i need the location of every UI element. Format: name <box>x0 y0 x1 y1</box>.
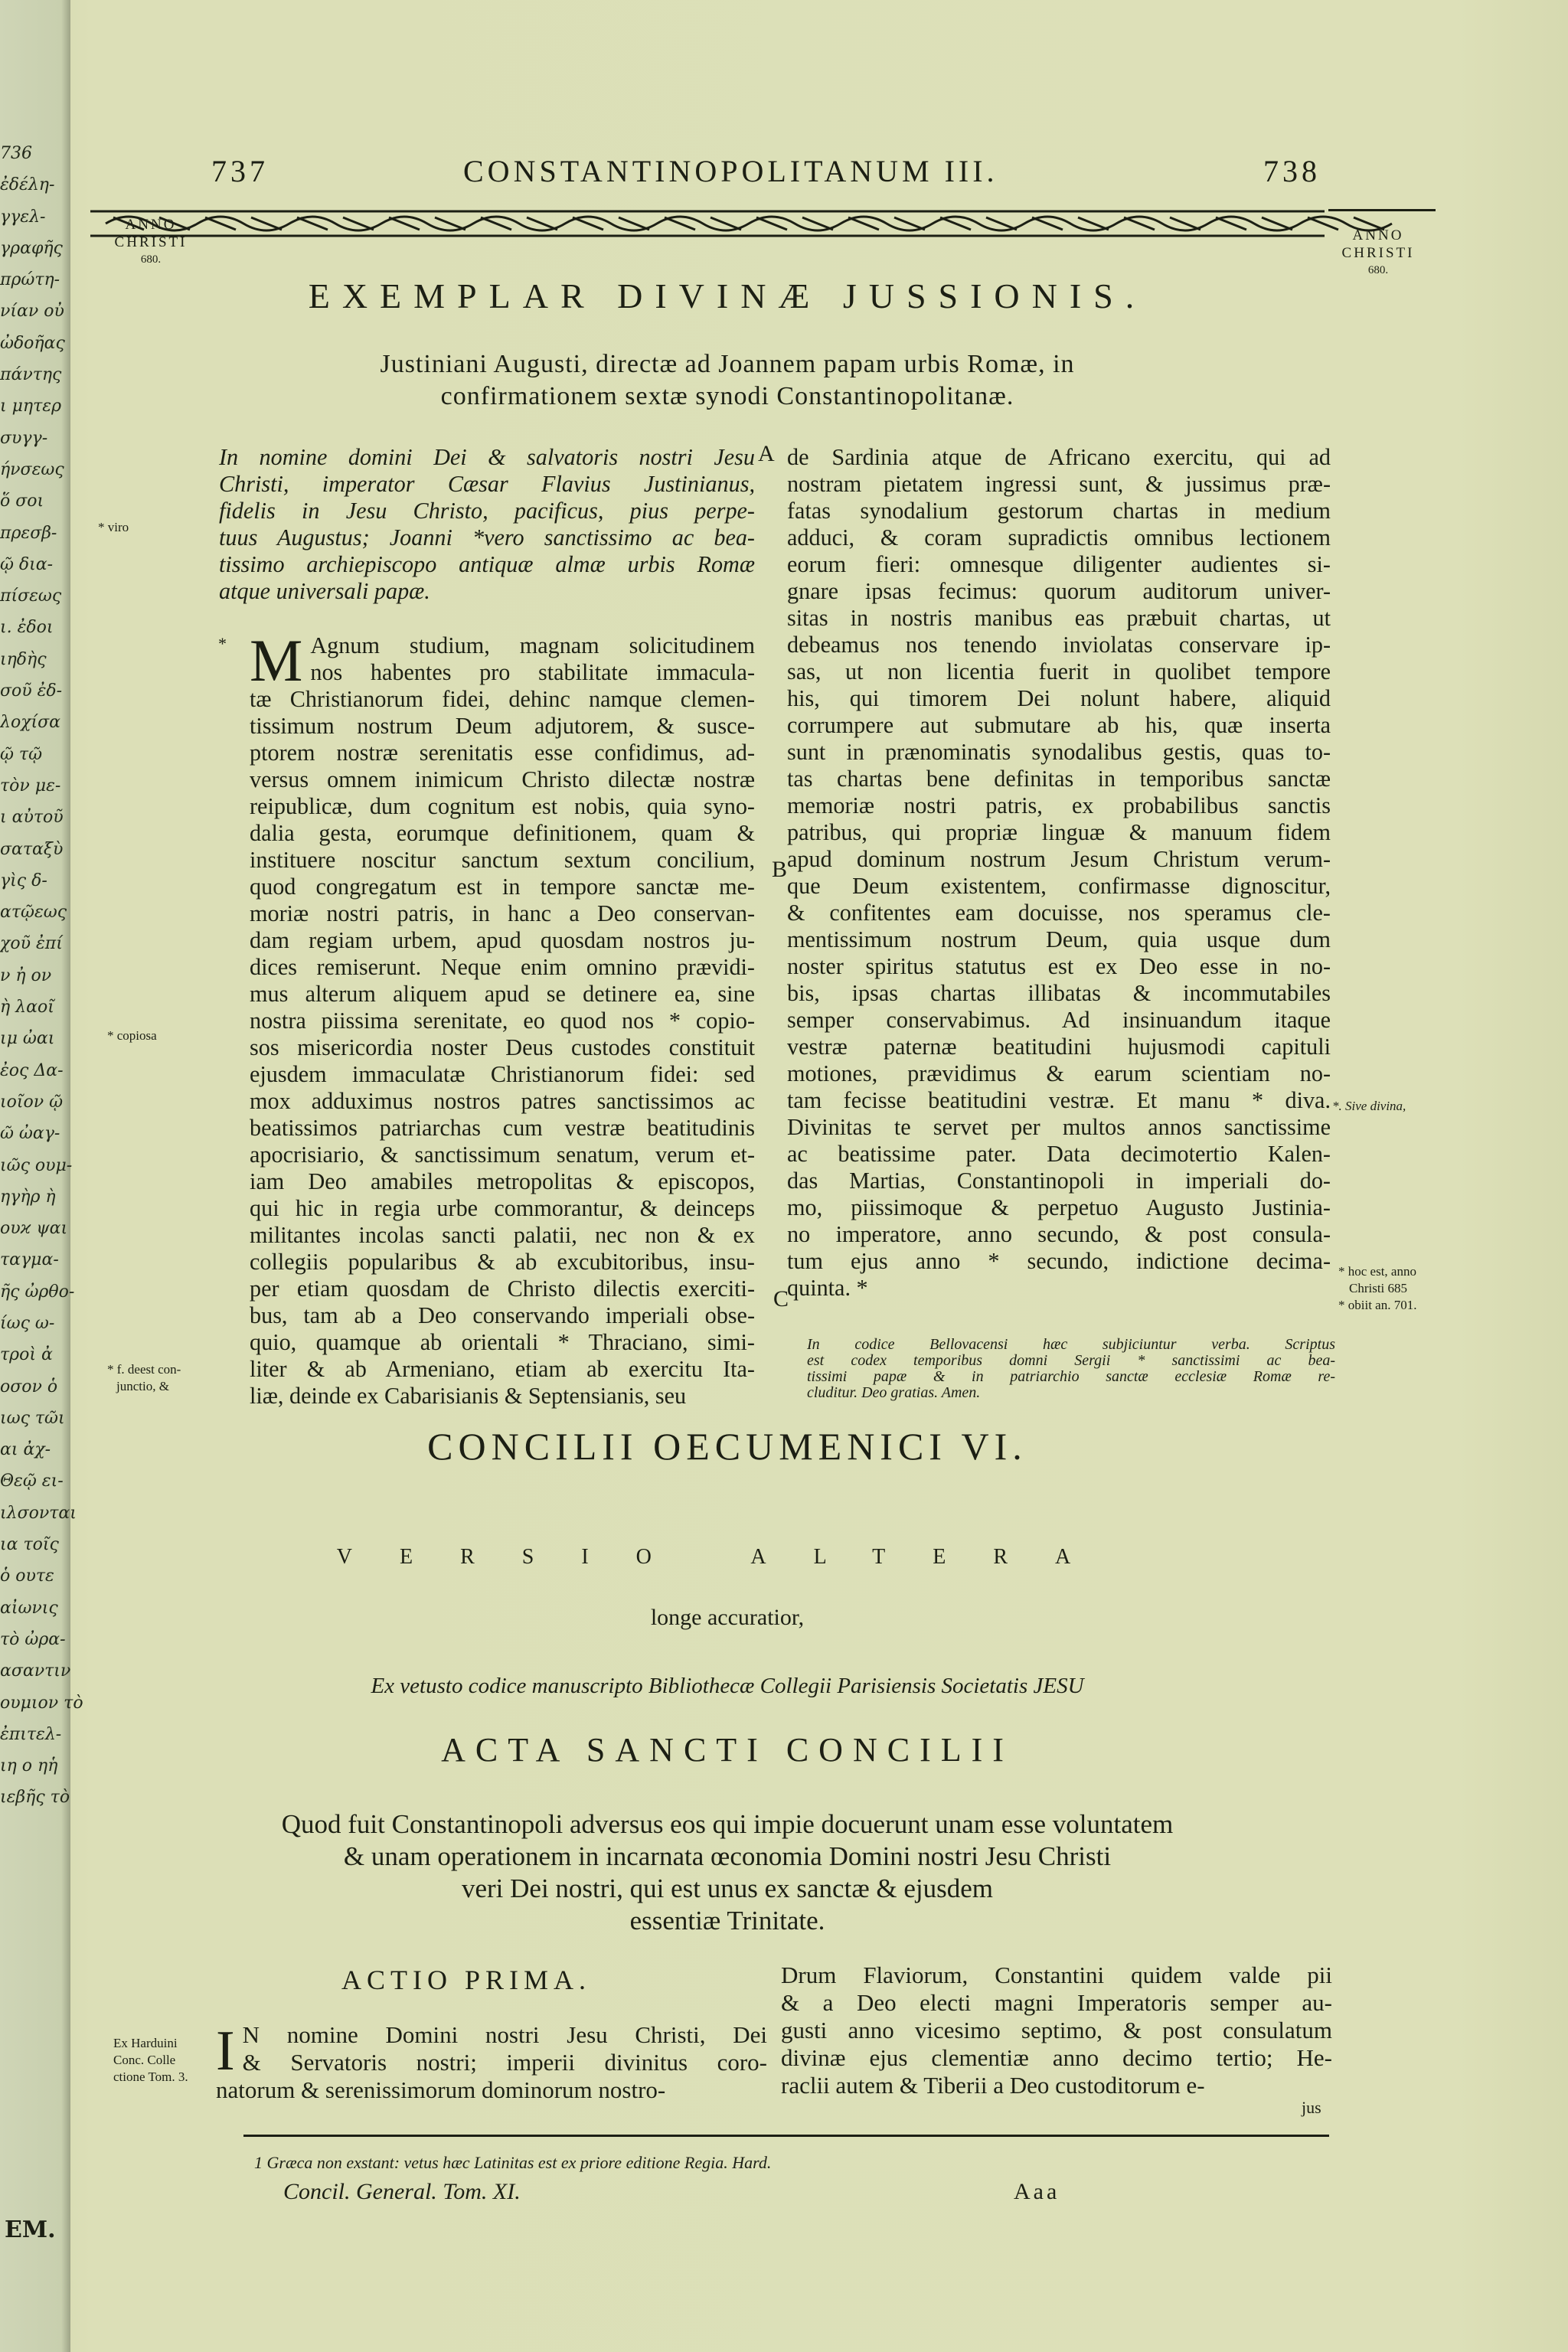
text-line: iam Deo amabiles metropolitas & episcopos, <box>250 1168 755 1194</box>
text-line: debeamus nos tenendo inviolatas conservare ip- <box>787 632 1331 658</box>
text-line: patribus, qui propriæ linguæ & manuum fidem <box>787 819 1331 845</box>
text-line: nostram pietatem ingressi sunt, & jussimus præ- <box>787 471 1331 497</box>
spine-line: ὴ λαοῖ <box>0 998 54 1018</box>
text-line: sos misericordia noster Deus custodes constituit <box>250 1034 755 1060</box>
volume-line: Concil. General. Tom. XI. <box>283 2179 521 2204</box>
text-line: raclii autem & Tiberii a Deo custoditorum e- <box>781 2072 1205 2099</box>
text-line: adduci, & coram supradictis omnibus lectionem <box>787 524 1331 550</box>
address-column <box>219 444 755 605</box>
address-line: atque universali papæ. <box>219 578 430 604</box>
spine-line: ια τοῖς <box>0 1535 59 1555</box>
address-line: tissimo archiepiscopo antiquæ almæ urbis Romæ <box>219 551 755 577</box>
text-line: mox adduximus nostros patres sanctissimos ac <box>250 1088 755 1114</box>
adjacent-page-edge <box>0 0 83 2352</box>
council-title: CONCILII OECUMENICI VI. <box>427 1425 1027 1468</box>
actio-left-lines <box>216 2021 767 2104</box>
left-column-lines <box>250 627 755 1410</box>
spine-line: ιμ ὠαι <box>0 1029 55 1049</box>
actio-left-text <box>216 2021 767 2104</box>
text-line: noster spiritus statutus est ex Deo esse in no- <box>787 953 1331 979</box>
page-number-right: 738 <box>1263 154 1321 188</box>
description-line: essentiæ Trinitate. <box>629 1906 825 1936</box>
text-line: N nomine Domini nostri Jesu Christi, Dei <box>242 2021 767 2048</box>
text-line: natorum & serenissimorum dominorum nostro- <box>216 2076 666 2103</box>
description-line: veri Dei nostri, qui est unus ex sanctæ & ejusdem <box>461 1873 994 1903</box>
harduin-line: ctione Tom. 3. <box>113 2069 188 2084</box>
section-letter-b: B <box>772 857 788 882</box>
spine-line: γγελ- <box>0 207 46 227</box>
spine-line: ῆς ὠρθο- <box>0 1282 75 1302</box>
drop-cap: M <box>250 627 303 694</box>
text-line: mentissimum nostrum Deum, quia usque dum <box>787 926 1331 952</box>
text-line: sas, ut non licentia fuerit in quolibet tempore <box>787 658 1331 684</box>
address-lines <box>219 444 755 605</box>
spine-line: ιηδὴς <box>0 649 47 669</box>
text-line: motiones, prævidimus & earum scientiam no- <box>787 1060 1331 1086</box>
spine-line: αἰωνις <box>0 1598 58 1618</box>
text-line: gusti anno vicesimo septimo, & post consulatum <box>781 2017 1332 2043</box>
actio-right-text <box>781 1962 1332 2099</box>
text-line: corrumpere aut submutare ab his, quæ inserta <box>787 712 1331 738</box>
council-description <box>191 1808 1263 1937</box>
margin-note-hoc-est-2: Christi 685 <box>1349 1281 1408 1295</box>
right-column-text <box>787 444 1331 1302</box>
text-line: bis, ipsas chartas illibatas & incommutabiles <box>787 980 1331 1006</box>
spine-line: ὁ ουτε <box>0 1566 54 1586</box>
spine-line: σοῦ ἐδ- <box>0 681 63 701</box>
right-column-lines <box>787 444 1331 1302</box>
versio-altera: VERSIO ALTERA <box>336 1545 1119 1569</box>
text-line: moriæ nostri patris, in hanc a Deo conservan- <box>250 900 755 926</box>
spine-line: 736 <box>0 144 32 163</box>
text-line: fatas synodalium gestorum chartas in medium <box>787 498 1331 524</box>
address-line: Christi, imperator Cæsar Flavius Justinianus, <box>219 471 755 497</box>
harduin-line: Conc. Colle <box>113 2053 176 2067</box>
actio-heading: ACTIO PRIMA. <box>341 1965 592 1995</box>
council-description-lines <box>191 1808 1263 1937</box>
spine-line: ι. ἐδοι <box>0 618 54 638</box>
anno-year: 680. <box>140 253 162 266</box>
text-line: mo, piissimoque & perpetuo Augusto Justinia- <box>787 1194 1331 1220</box>
harduin-note-lines <box>113 2035 188 2086</box>
spine-line: ηγὴρ ὴ <box>0 1187 56 1207</box>
spine-line: πάντης <box>0 365 62 385</box>
text-line: reipublicæ, dum cognitum est nobis, quia syno- <box>250 793 755 819</box>
text-line: bus, tam ab a Deo conservando imperiali obse- <box>250 1302 755 1328</box>
margin-note-obiit: * obiit an. 701. <box>1338 1298 1417 1312</box>
description-line: Quod fuit Constantinopoli adversus eos qui impie docuerunt unam esse voluntatem <box>281 1809 1174 1839</box>
left-column-text <box>250 627 755 1410</box>
spine-line: χοῦ ἐπί <box>0 934 63 954</box>
actio-right-lines <box>781 1962 1332 2099</box>
adjacent-page-text <box>0 138 83 2205</box>
spine-line: τροὶ ἀ <box>0 1345 53 1365</box>
text-line: liter & ab Armeniano, etiam ab exercitu Ita- <box>250 1356 755 1382</box>
spine-line: ι μητερ <box>0 397 62 416</box>
source-line: Ex vetusto codice manuscripto Bibliothecæ Collegii Parisiensis Societatis JESU <box>371 1674 1084 1698</box>
text-line: Divinitas te servet per multos annos sanctissime <box>787 1114 1331 1140</box>
text-line: his, qui timorem Dei nolunt habere, aliquid <box>787 685 1331 711</box>
text-line: Drum Flaviorum, Constantini quidem valde pii <box>781 1962 1332 1988</box>
spine-line: γὶς δ- <box>0 871 47 890</box>
accuratior-line: longe accuratior, <box>650 1605 805 1630</box>
spine-line: λοχίσα <box>0 713 61 733</box>
text-line: quinta. * <box>787 1275 868 1301</box>
spine-line: ιῶς ουμ- <box>0 1155 73 1175</box>
text-line: sunt in prænominatis synodalibus gestis, quas to- <box>787 739 1331 765</box>
text-line: das Martias, Constantinopoli in imperiali do- <box>787 1168 1331 1194</box>
footer-rule <box>243 2135 1329 2137</box>
text-line: militantes incolas sancti palatii, nec non & ex <box>250 1222 755 1248</box>
spine-line: ασαντιν <box>0 1661 71 1681</box>
spine-line: συγγ- <box>0 428 48 448</box>
text-line: semper conservabimus. Ad insinuandum itaque <box>787 1007 1331 1033</box>
text-line: per etiam quosdam de Christo dilectis exerciti- <box>250 1276 755 1302</box>
margin-note-deest-2: junctio, & <box>116 1379 169 1393</box>
codex-note <box>807 1337 1335 1401</box>
text-line: tum ejus anno * secundo, indictione decima- <box>787 1248 1331 1274</box>
text-line: ejusdem immaculatæ Christianorum fidei: sed <box>250 1061 755 1087</box>
spine-line: πρεσβ- <box>0 523 57 543</box>
text-line: tas chartas bene definitas in temporibus sanctæ <box>787 766 1331 792</box>
margin-note-deest: * f. deest con- <box>107 1362 181 1377</box>
spine-line: νίαν οὐ <box>0 302 64 322</box>
spine-line: ῶ ὠαγ- <box>0 1124 60 1144</box>
address-line: In nomine domini Dei & salvatoris nostri Jesu <box>219 444 755 470</box>
text-line: dalia gesta, eorumque definitionem, quam & <box>250 820 755 846</box>
signature-mark: Aaa <box>1014 2179 1060 2204</box>
spine-line: ιεβῆς τὸ <box>0 1788 70 1808</box>
spine-line: ἐπιτελ- <box>0 1724 62 1744</box>
subtitle <box>230 348 1225 413</box>
spine-line: ίως ω- <box>0 1313 55 1333</box>
christi-label: CHRISTI <box>1341 245 1415 261</box>
text-line: memoriæ nostri patris, ex probabilibus sanctis <box>787 792 1331 818</box>
spine-line: ουμιον τὸ <box>0 1693 83 1713</box>
codex-line: est codex temporibus domni Sergii * sanctissimi ac bea- <box>807 1352 1335 1369</box>
ornamental-rule <box>90 207 1325 240</box>
spine-line: ιλσονται <box>0 1503 77 1523</box>
text-line: apocrisiario, & sanctissimum senatum, verum et- <box>250 1142 755 1168</box>
spine-line: πρώτη- <box>0 270 60 290</box>
spine-line: ιοῖον ῷ <box>0 1092 64 1112</box>
text-line: versus omnem inimicum Christo dilectæ nostræ <box>250 766 755 792</box>
spine-line: ι αὐτοῦ <box>0 808 64 828</box>
harduin-note <box>113 2035 188 2086</box>
margin-note-viro: * viro <box>98 520 129 534</box>
text-line: ac beatissime pater. Data decimotertio Kalen- <box>787 1141 1331 1167</box>
page-footnote: 1 Græca non exstant: vetus hæc Latinitas est ex priore editione Regia. Hard. <box>254 2153 772 2172</box>
header-rule-right <box>1328 209 1436 211</box>
text-line: apud dominum nostrum Jesum Christum verum- <box>787 846 1331 872</box>
spine-line: οσον ὁ <box>0 1377 58 1396</box>
spine-line: γραφῆς <box>0 238 63 258</box>
text-line: de Sardinia atque de Africano exercitu, qui ad <box>787 444 1331 470</box>
harduin-line: Ex Harduini <box>113 2036 178 2050</box>
spine-line: τὸ ὠρα- <box>0 1629 66 1649</box>
text-line: no imperatore, anno secundo, & post consula- <box>787 1221 1331 1247</box>
margin-note-copiosa: * copiosa <box>107 1028 157 1043</box>
text-line: quod congregatum est in tempore sanctæ me- <box>250 874 755 900</box>
text-line: divinæ ejus clementiæ anno decimo tertio; He- <box>781 2044 1332 2071</box>
spine-line: ἐος Δα- <box>0 1060 64 1080</box>
spine-line: ἐδέλη- <box>0 175 55 195</box>
section-letter-a: A <box>758 441 775 466</box>
codex-line: In codice Bellovacensi hæc subjiciuntur verba. Scriptus <box>807 1336 1335 1353</box>
page-number-left: 737 <box>211 154 269 188</box>
text-line: nostra piissima serenitate, eo quod nos * copio- <box>250 1008 755 1034</box>
spine-line: ουϰ ψαι <box>0 1219 68 1239</box>
text-line: quio, quamque ab orientali * Thraciano, simi- <box>250 1329 755 1355</box>
drop-cap-i: I <box>216 2020 235 2082</box>
text-line: & confitentes eam docuisse, nos speramus cle- <box>787 900 1331 926</box>
anno-label: ANNO <box>1352 227 1404 243</box>
text-line: instituere noscitur sanctum sextum concilium, <box>250 847 755 873</box>
spine-line: τὸν με- <box>0 776 61 795</box>
margin-note-hoc-est: * hoc est, anno <box>1338 1264 1416 1279</box>
text-line: vestræ paternæ beatitudini hujusmodi capituli <box>787 1034 1331 1060</box>
text-line: sitas in nostris manibus eas præbuit chartas, ut <box>787 605 1331 631</box>
text-line: nos habentes pro stabilitate immacula- <box>310 659 755 685</box>
subtitle-line: confirmationem sextæ synodi Constantinopolitanæ. <box>440 382 1014 410</box>
description-line: & unam operationem in incarnata œconomia Domini nostri Jesu Christi <box>343 1841 1112 1871</box>
spine-line: σαταξὺ <box>0 839 64 859</box>
catchword: jus <box>1302 2098 1321 2117</box>
codex-note-lines <box>807 1337 1335 1401</box>
text-line: & Servatoris nostri; imperii divinitus coro- <box>242 2049 767 2076</box>
spine-line: πίσεως <box>0 586 62 606</box>
codex-line: tissimi papæ & in patriarchio sanctæ ecclesiæ Romæ re- <box>807 1368 1335 1385</box>
text-line: tissimum nostrum Deum adjutorem, & susce- <box>250 713 755 739</box>
christi-label: CHRISTI <box>114 234 188 250</box>
address-line: tuus Augustus; Joanni *vero sanctissimo ac bea- <box>219 524 755 550</box>
anno-year: 680. <box>1367 264 1389 276</box>
text-line: beatissimos patriarchas cum vestræ beatitudinis <box>250 1115 755 1141</box>
text-line: tam fecisse beatitudini vestræ. Et manu * diva. <box>787 1087 1331 1113</box>
main-title: EXEMPLAR DIVINÆ JUSSIONIS. <box>308 276 1147 315</box>
spine-line: Θεῷ ει- <box>0 1472 64 1491</box>
section-letter-c: C <box>773 1286 789 1312</box>
footnote-marker: * <box>218 634 227 653</box>
text-line: mus alterum aliquem apud se detinere ea, sine <box>250 981 755 1007</box>
anno-christi-right <box>1325 227 1432 279</box>
text-line: dices remiserunt. Neque enim omnino prævidi- <box>250 954 755 980</box>
address-line: fidelis in Jesu Christo, pacificus, pius perpe- <box>219 498 755 524</box>
anno-label: ANNO <box>125 217 177 233</box>
spine-line: ῷ δια- <box>0 554 54 574</box>
text-line: que Deum existentem, confirmasse dignoscitur, <box>787 873 1331 899</box>
text-line: dam regiam urbem, apud quosdam nostros ju- <box>250 927 755 953</box>
text-line: qui hic in regia urbe commorantur, & deinceps <box>250 1195 755 1221</box>
spine-line: ατῷεως <box>0 903 67 923</box>
text-line: & a Deo electi magni Imperatoris semper au- <box>781 1989 1332 2016</box>
text-line: gnare ipsas fecimus: quorum auditorum univer- <box>787 578 1331 604</box>
spine-line: ιως τῶι <box>0 1408 65 1428</box>
margin-note-divina: *. Sive divina, <box>1332 1099 1406 1113</box>
spine-line: αι ἀχ- <box>0 1440 51 1460</box>
text-line: eorum fieri: omnesque diligenter audientes si- <box>787 551 1331 577</box>
text-line: collegiis popularibus & ab excubitoribus, insu- <box>250 1249 755 1275</box>
adjacent-page-signature: EM. <box>5 2216 56 2243</box>
text-line: ptorem nostræ serenitatis esse confidimus, ad- <box>250 740 755 766</box>
spine-line: ήνσεως <box>0 459 64 479</box>
text-line: liæ, deinde ex Cabarisianis & Septensianis, seu <box>250 1383 687 1409</box>
spine-line: ν ἠ ον <box>0 965 52 985</box>
codex-line: cluditur. Deo gratias. Amen. <box>807 1384 981 1401</box>
spine-line: ιη ο ηἡ <box>0 1756 58 1776</box>
text-line: tæ Christianorum fidei, dehinc namque clemen- <box>250 686 755 712</box>
running-title: CONSTANTINOPOLITANUM III. <box>463 154 998 188</box>
subtitle-line: Justiniani Augusti, directæ ad Joannem papam urbis Romæ, in <box>380 350 1075 378</box>
spine-line: ταγμα- <box>0 1250 59 1270</box>
spine-line: ὅ σοι <box>0 492 44 511</box>
acta-heading: ACTA SANCTI CONCILII <box>441 1731 1014 1769</box>
spine-line: ὠδοῆας <box>0 333 65 353</box>
text-line: Agnum studium, magnam solicitudinem <box>310 632 755 658</box>
spine-line: ῷ τῷ <box>0 744 43 764</box>
